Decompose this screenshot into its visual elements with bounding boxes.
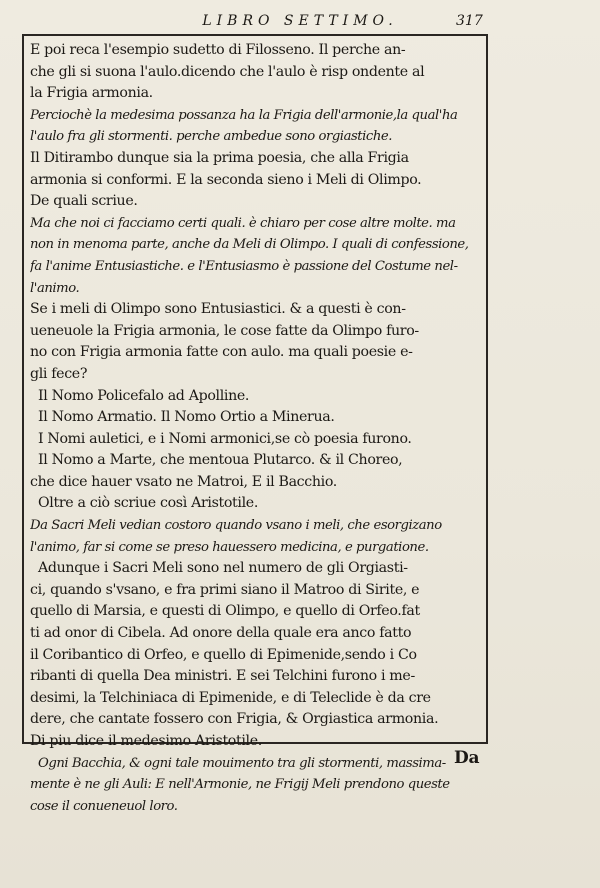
text-line: I Nomi auletici, e i Nomi armonici,se cò poesia furono.	[38, 430, 412, 447]
text-line: Ogni Bacchia, & ogni tale mouimento tra gli stormenti, massima-	[38, 755, 446, 771]
text-line: Oltre a ciò scriue così Aristotile.	[38, 495, 258, 512]
text-line: il Coribantico di Orfeo, e quello di Epimenide,sendo i Co	[30, 646, 417, 663]
text-line: armonia si conformi. E la seconda sieno i Meli di Olimpo.	[30, 171, 422, 188]
text-line: E poi reca l'esempio sudetto di Filosseno. Il perche an-	[30, 42, 406, 58]
text-line: desimi, la Telchiniaca di Epimenide, e di Teleclide è da cre	[30, 689, 431, 706]
text-line: Il Nomo Armatio. Il Nomo Ortio a Minerua.	[38, 409, 335, 426]
text-line: ribanti di quella Dea ministri. E sei Telchini furono i me-	[30, 668, 415, 685]
text-line: l'animo.	[30, 280, 80, 296]
text-line: ti ad onor di Cibela. Ad onore della quale era anco fatto	[30, 625, 412, 642]
text-line: mente è ne gli Auli: E nell'Armonie, ne Frigij Meli prendono queste	[30, 777, 450, 793]
text-line: non in menoma parte, anche da Meli di Olimpo. I quali di confessione,	[30, 237, 469, 253]
text-line: Ma che noi ci facciamo certi quali. è chiaro per cose altre molte. ma	[30, 215, 456, 231]
text-line: Il Nomo Policefalo ad Apolline.	[38, 387, 250, 404]
text-line: Perciochè la medesima possanza ha la Frigia dell'armonie,la qual'ha	[30, 107, 458, 123]
page-number: 317	[456, 13, 483, 29]
catchword: Da	[454, 748, 480, 768]
text-line: che gli si suona l'aulo.dicendo che l'aulo è risp ondente al	[30, 63, 425, 80]
text-line: la Frigia armonia.	[30, 85, 153, 102]
text-line: Il Nomo a Marte, che mentoua Plutarco. & il Choreo,	[38, 452, 403, 469]
text-line: cose il conueneuol loro.	[30, 798, 178, 814]
frame-right-rule	[486, 34, 488, 744]
text-line: l'animo, far si come se preso hauessero medicina, e purgatione.	[30, 539, 429, 555]
text-line: ueneuole la Frigia armonia, le cose fatte da Olimpo furo-	[30, 322, 419, 339]
frame-left-rule	[22, 34, 24, 744]
text-line: ci, quando s'vsano, e fra primi siano il Matroo di Sirite, e	[30, 581, 420, 598]
text-line: no con Frigia armonia fatte con aulo. ma quali poesie e-	[30, 344, 413, 361]
text-line: Il Ditirambo dunque sia la prima poesia, che alla Frigia	[30, 149, 409, 166]
frame-top-rule	[22, 34, 488, 36]
text-line: quello di Marsia, e questi di Olimpo, e quello di Orfeo.fat	[30, 603, 420, 620]
text-line: Se i meli di Olimpo sono Entusiastici. & a questi è con-	[30, 301, 406, 318]
text-line: che dice hauer vsato ne Matroi, E il Bacchio.	[30, 473, 337, 490]
text-line: gli fece?	[30, 365, 88, 382]
text-line: Adunque i Sacri Meli sono nel numero de gli Orgiasti-	[38, 560, 408, 577]
text-line: Di piu dice il medesimo Aristotile.	[30, 733, 262, 749]
body-text	[30, 40, 482, 817]
text-line: fa l'anime Entusiastiche. e l'Entusiasmo è passione del Costume nel-	[30, 258, 458, 274]
text-line: dere, che cantate fossero con Frigia, & Orgiastica armonia.	[30, 711, 439, 728]
text-line: l'aulo fra gli stormenti. perche ambedue sono orgiastiche.	[30, 129, 392, 145]
text-line: Da Sacri Meli vedian costoro quando vsano i meli, che esorgizano	[30, 518, 442, 534]
running-head: LIBRO SETTIMO.	[202, 13, 398, 29]
text-line: De quali scriue.	[30, 193, 138, 210]
